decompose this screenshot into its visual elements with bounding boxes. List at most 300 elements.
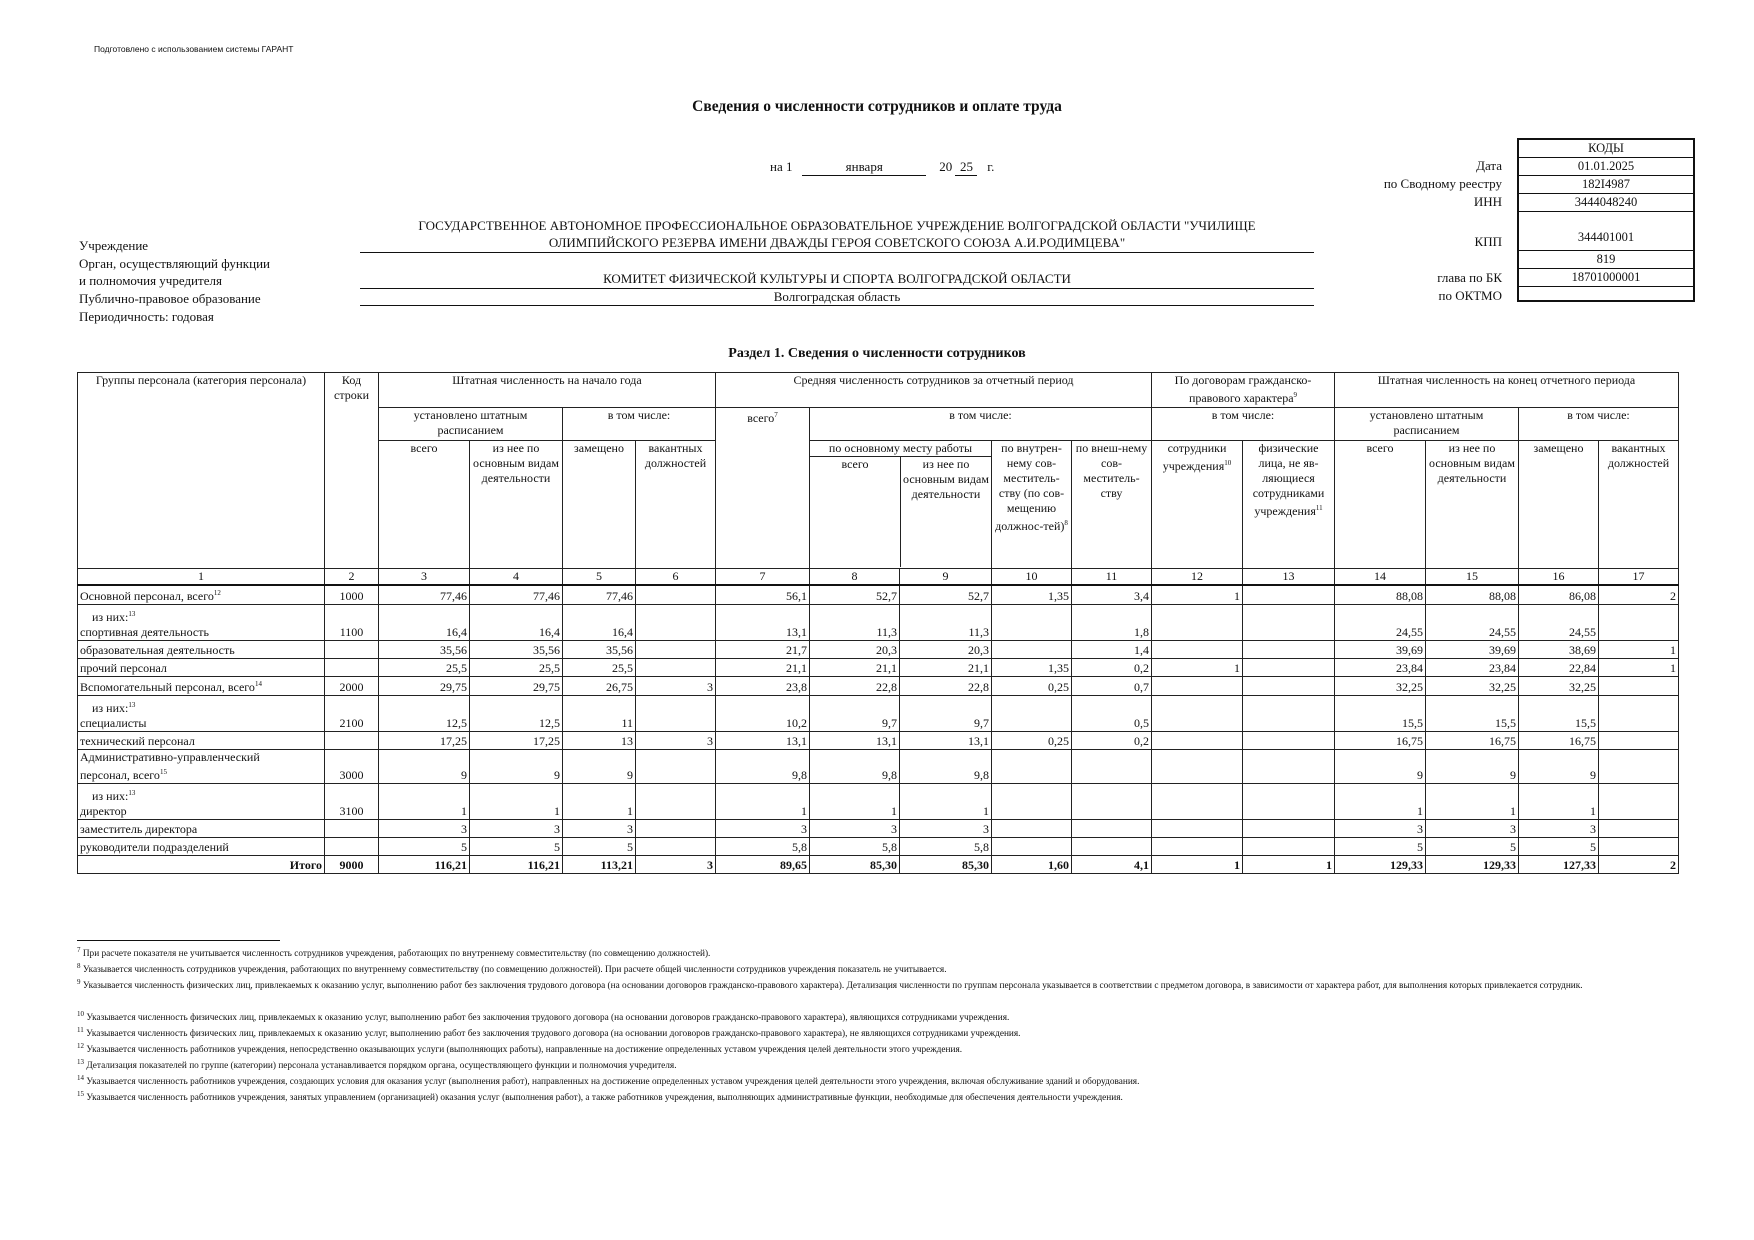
cell-value: 1 (900, 784, 992, 820)
cell-value: 3 (636, 856, 716, 874)
head-main-place-title: по основному месту работы (810, 441, 991, 457)
row-name (78, 820, 325, 838)
head-avg-total-sup: 7 (774, 411, 778, 419)
table-body (78, 585, 1679, 874)
row-name-prefix-sup: 13 (128, 610, 136, 618)
footnote-number: 10 (77, 1010, 84, 1018)
cell-value: 22,8 (900, 677, 992, 696)
cell-value (1152, 732, 1243, 750)
cell-value (992, 750, 1072, 784)
head-c17: вакантных должностей (1599, 441, 1679, 569)
cell-value (1152, 605, 1243, 641)
cell-value (1599, 732, 1679, 750)
cell-value: 39,69 (1335, 641, 1426, 659)
cell-value: 13,1 (900, 732, 992, 750)
cell-value: 25,5 (563, 659, 636, 677)
cell-value (1243, 820, 1335, 838)
footnote (77, 1008, 1697, 1025)
cell-value: 12,5 (470, 696, 563, 732)
label-registry: по Сводному реестру (1383, 176, 1502, 191)
cell-value (1072, 838, 1152, 856)
footnote (77, 976, 1697, 993)
cell-value: 88,08 (1335, 585, 1426, 605)
cell-value: 1 (1335, 784, 1426, 820)
cell-value: 35,56 (470, 641, 563, 659)
cell-value: 2 (1599, 856, 1679, 874)
cell-value: 1,35 (992, 659, 1072, 677)
column-number: 2 (325, 569, 379, 586)
cell-value: 16,75 (1426, 732, 1519, 750)
cell-value: 1 (810, 784, 900, 820)
cell-value (1152, 696, 1243, 732)
cell-value: 1 (1599, 659, 1679, 677)
cell-value: 5 (563, 838, 636, 856)
footnote-text: Детализация показателей по группе (категории) персонала устанавливается порядком органа, осуществляющего функции и полномочия учредителя. (86, 1061, 677, 1072)
cell-value (1599, 784, 1679, 820)
row-name-text: специалисты (80, 716, 147, 730)
cell-value: 77,46 (563, 585, 636, 605)
cell-value: 5 (1426, 838, 1519, 856)
cell-value (1152, 838, 1243, 856)
cell-value: 3 (379, 820, 470, 838)
row-name-text: технический персонал (80, 734, 195, 748)
date-month: января (802, 159, 926, 176)
cell-value: 3 (1426, 820, 1519, 838)
cell-value: 1,35 (992, 585, 1072, 605)
cell-value (636, 585, 716, 605)
cell-value: 20,3 (810, 641, 900, 659)
row-code: 2100 (325, 696, 379, 732)
column-number: 15 (1426, 569, 1519, 586)
cell-value: 113,21 (563, 856, 636, 874)
codes-box (1517, 138, 1695, 302)
footnote-text: Указывается численность физических лиц, привлекаемых к оказанию услуг, выполнению работ без заключения трудового договора (на основании договоров гражданско-правового характера). Детализация численности по группам персонала указывается в соответствии с предметом договора, в зависимости от характера работ, для выполнения которых привлекается сотрудник. (82, 981, 1583, 992)
cell-value (1072, 820, 1152, 838)
head-end-established: установлено штатным расписанием (1335, 408, 1519, 441)
head-group: Группы персонала (категория персонала) (78, 373, 325, 569)
row-name (78, 784, 325, 820)
cell-value (1243, 677, 1335, 696)
cell-value: 17,25 (470, 732, 563, 750)
row-name (78, 732, 325, 750)
institution-underline (360, 252, 1314, 253)
row-name (78, 677, 325, 696)
cell-value: 1,4 (1072, 641, 1152, 659)
head-c9: из нее по основным видам деятельности (903, 457, 989, 501)
footnote-text: Указывается численность работников учреждения, непосредственно оказывающих услуги (выполняющих работы), направленные на достижение определенных уставом учреждения целей деятельности этого учреждения. (86, 1045, 963, 1056)
cell-value: 1 (1152, 659, 1243, 677)
cell-value (636, 659, 716, 677)
cell-value: 23,84 (1426, 659, 1519, 677)
cell-value: 1 (379, 784, 470, 820)
row-name-text: персонал, всего (80, 768, 160, 782)
founder-label-2: и полномочия учредителя (79, 273, 222, 288)
footnote-number: 12 (77, 1042, 84, 1050)
cell-value: 25,5 (470, 659, 563, 677)
cell-value: 52,7 (810, 585, 900, 605)
column-number: 8 (810, 569, 900, 586)
cell-value: 22,84 (1519, 659, 1599, 677)
head-avg-total-text: всего (747, 411, 775, 425)
footnote-text: Указывается численность работников учреждения, создающих условия для оказания услуг (выполнения работ), направленных на достижение определенных уставом учреждения целей деятельности этого учреждения, включая обслуживание зданий и оборудования. (86, 1077, 1140, 1088)
head-main-place-sub (810, 457, 991, 567)
cell-value (992, 820, 1072, 838)
cell-value: 9 (1519, 750, 1599, 784)
label-kpp: КПП (1474, 234, 1502, 249)
cell-value (636, 784, 716, 820)
row-name-sup: 15 (159, 768, 167, 776)
cell-value: 9,7 (810, 696, 900, 732)
code-inn: 3444048240 (1519, 194, 1693, 212)
footnote (77, 1072, 1697, 1089)
table-row (78, 820, 1679, 838)
cell-value (1599, 838, 1679, 856)
head-end-incl: в том числе: (1519, 408, 1679, 441)
footnote (77, 944, 1697, 961)
cell-value: 13,1 (716, 732, 810, 750)
cell-value: 9 (379, 750, 470, 784)
head-c6: вакантных должностей (636, 441, 716, 569)
cell-value: 10,2 (716, 696, 810, 732)
cell-value (636, 696, 716, 732)
cell-value: 11,3 (900, 605, 992, 641)
head-c10 (992, 441, 1072, 569)
cell-value (1243, 585, 1335, 605)
footnote-text: Указывается численность работников учреждения, занятых управлением (организацией) оказания услуг (выполнения работ), а также работников учреждения, выполняющих административные функции, необходимые для обеспечения деятельности учреждения. (86, 1093, 1123, 1104)
cell-value: 9,8 (716, 750, 810, 784)
cell-value: 0,2 (1072, 659, 1152, 677)
date-prefix: на 1 (770, 159, 793, 174)
cell-value: 29,75 (470, 677, 563, 696)
cell-value (636, 750, 716, 784)
cell-value: 56,1 (716, 585, 810, 605)
cell-value (1243, 784, 1335, 820)
cell-value (1243, 605, 1335, 641)
cell-value: 9,7 (900, 696, 992, 732)
cell-value: 4,1 (1072, 856, 1152, 874)
cell-value (1072, 750, 1152, 784)
cell-value (1152, 784, 1243, 820)
row-code (325, 641, 379, 659)
cell-value: 13,1 (810, 732, 900, 750)
codes-title: КОДЫ (1519, 140, 1693, 158)
cell-value: 85,30 (900, 856, 992, 874)
row-code (325, 732, 379, 750)
column-number: 11 (1072, 569, 1152, 586)
head-avg-total (716, 408, 810, 569)
cell-value: 22,8 (810, 677, 900, 696)
code-registry: 182I4987 (1519, 176, 1693, 194)
row-name (78, 605, 325, 641)
cell-value: 16,4 (563, 605, 636, 641)
row-name (78, 585, 325, 605)
head-start: Штатная численность на начало года (379, 373, 716, 408)
cell-value (1599, 605, 1679, 641)
footnote-text: Указывается численность физических лиц, привлекаемых к оказанию услуг, выполнению работ без заключения трудового договора (на основании договоров гражданско-правового характера), являющихся сотрудниками учреждения. (86, 1013, 1010, 1024)
cell-value: 0,2 (1072, 732, 1152, 750)
head-c3: всего (379, 441, 470, 569)
ppo-underline (360, 305, 1314, 306)
row-code: 1100 (325, 605, 379, 641)
cell-value (1599, 696, 1679, 732)
cell-value: 32,25 (1519, 677, 1599, 696)
cell-value: 5,8 (716, 838, 810, 856)
cell-value (992, 696, 1072, 732)
cell-value (1243, 659, 1335, 677)
column-number: 5 (563, 569, 636, 586)
cell-value (1152, 750, 1243, 784)
staff-table (77, 372, 1679, 874)
row-name-text: спортивная деятельность (80, 625, 209, 639)
code-oktmo: 18701000001 (1519, 269, 1693, 287)
cell-value: 116,21 (379, 856, 470, 874)
cell-value (1599, 820, 1679, 838)
head-gph-text: По договорам гражданско-правового характера (1174, 373, 1312, 405)
cell-value: 3 (716, 820, 810, 838)
date-year: 25 (955, 159, 977, 176)
cell-value: 1 (1243, 856, 1335, 874)
row-code: 2000 (325, 677, 379, 696)
row-name-text: образовательная деятельность (80, 643, 235, 657)
cell-value: 17,25 (379, 732, 470, 750)
row-name-prefix-sup: 13 (128, 701, 136, 709)
head-c12 (1152, 441, 1243, 569)
cell-value: 24,55 (1335, 605, 1426, 641)
periodicity: Периодичность: годовая (79, 309, 214, 324)
section-title: Раздел 1. Сведения о численности сотрудников (728, 346, 1026, 361)
column-number: 10 (992, 569, 1072, 586)
cell-value: 15,5 (1335, 696, 1426, 732)
head-c10-text: по внутрен-нему сов-меститель-ству (по сов-мещению должнос-тей) (995, 441, 1065, 533)
cell-value: 116,21 (470, 856, 563, 874)
table-row (78, 784, 1679, 820)
table-row (78, 696, 1679, 732)
cell-value: 13 (563, 732, 636, 750)
cell-value (1243, 696, 1335, 732)
footnote (77, 1088, 1697, 1105)
cell-value: 1 (1519, 784, 1599, 820)
ppo-label: Публично-правовое образование (79, 291, 261, 306)
cell-value (636, 838, 716, 856)
table-row (78, 659, 1679, 677)
row-name (78, 856, 325, 874)
cell-value: 9 (1335, 750, 1426, 784)
code-blank (1519, 287, 1693, 300)
page-title: Сведения о численности сотрудников и оплате труда (692, 98, 1062, 115)
year-prefix: 20 (939, 159, 953, 174)
head-c4: из нее по основным видам деятельности (470, 441, 563, 569)
head-c16: замещено (1519, 441, 1599, 569)
cell-value: 5 (470, 838, 563, 856)
row-name-text: заместитель директора (80, 822, 198, 836)
cell-value: 5 (1335, 838, 1426, 856)
column-number: 7 (716, 569, 810, 586)
cell-value: 21,1 (716, 659, 810, 677)
cell-value: 1 (1152, 856, 1243, 874)
cell-value: 89,65 (716, 856, 810, 874)
row-code (325, 838, 379, 856)
column-number: 12 (1152, 569, 1243, 586)
cell-value: 0,5 (1072, 696, 1152, 732)
row-name-prefix: из них:$^{13}$ (92, 701, 136, 715)
row-name-prefix: из них:$^{13}$ (92, 789, 136, 803)
head-c8: всего (810, 457, 901, 567)
cell-value: 29,75 (379, 677, 470, 696)
footnote-number: 11 (77, 1026, 84, 1034)
row-code: 3100 (325, 784, 379, 820)
column-number: 17 (1599, 569, 1679, 586)
cell-value (1152, 641, 1243, 659)
footnote-number: 13 (77, 1058, 84, 1066)
cell-value: 3 (470, 820, 563, 838)
head-c11: по внеш-нему сов-меститель-ству (1072, 441, 1152, 569)
cell-value: 3 (1335, 820, 1426, 838)
cell-value: 77,46 (470, 585, 563, 605)
column-number: 13 (1243, 569, 1335, 586)
institution-line1: ГОСУДАРСТВЕННОЕ АВТОНОМНОЕ ПРОФЕССИОНАЛЬНОЕ ОБРАЗОВАТЕЛЬНОЕ УЧРЕЖДЕНИЕ ВОЛГОГРАДСКОЙ ОБЛАСТИ "УЧИЛИЩЕ (418, 218, 1256, 233)
cell-value (1072, 784, 1152, 820)
head-c15: из нее по основным видам деятельности (1426, 441, 1519, 569)
cell-value: 1 (563, 784, 636, 820)
row-name (78, 838, 325, 856)
founder-label-1: Орган, осуществляющий функции (79, 256, 270, 271)
column-number: 16 (1519, 569, 1599, 586)
footnote-text: Указывается численность физических лиц, привлекаемых к оказанию услуг, выполнению работ без заключения трудового договора (на основании договоров гражданско-правового характера), не являющихся сотрудниками учреждения. (86, 1029, 1021, 1040)
cell-value: 0,7 (1072, 677, 1152, 696)
cell-value: 1 (716, 784, 810, 820)
institution-line2: ОЛИМПИЙСКОГО РЕЗЕРВА ИМЕНИ ДВАЖДЫ ГЕРОЯ СОВЕТСКОГО СОЮЗА А.И.РОДИМЦЕВА" (548, 235, 1126, 250)
code-kpp: 344401001 (1519, 212, 1693, 251)
cell-value (992, 605, 1072, 641)
cell-value: 26,75 (563, 677, 636, 696)
cell-value (992, 784, 1072, 820)
row-name-prefix-sup: 13 (128, 789, 136, 797)
cell-value: 32,25 (1335, 677, 1426, 696)
cell-value: 25,5 (379, 659, 470, 677)
column-number: 3 (379, 569, 470, 586)
cell-value: 35,56 (379, 641, 470, 659)
cell-value: 1 (1152, 585, 1243, 605)
cell-value: 2 (1599, 585, 1679, 605)
cell-value: 129,33 (1335, 856, 1426, 874)
cell-value: 5 (379, 838, 470, 856)
cell-value: 3 (900, 820, 992, 838)
footnote-number: 9 (77, 978, 81, 986)
label-date: Дата (1476, 158, 1502, 173)
table-row (78, 750, 1679, 784)
cell-value: 86,08 (1519, 585, 1599, 605)
head-c13-text: физические лица, не яв-ляющиеся сотрудниками учреждения (1252, 441, 1325, 518)
row-name-sup: 12 (213, 589, 221, 597)
cell-value: 23,84 (1335, 659, 1426, 677)
cell-value: 32,25 (1426, 677, 1519, 696)
head-c12-sup: 10 (1224, 459, 1232, 467)
head-c5: замещено (563, 441, 636, 569)
cell-value: 12,5 (379, 696, 470, 732)
cell-value: 1,60 (992, 856, 1072, 874)
row-name (78, 659, 325, 677)
founder-name: КОМИТЕТ ФИЗИЧЕСКОЙ КУЛЬТУРЫ И СПОРТА ВОЛГОГРАДСКОЙ ОБЛАСТИ (603, 271, 1071, 286)
row-name-text: Итого (289, 858, 322, 872)
cell-value: 1 (1426, 784, 1519, 820)
cell-value: 21,7 (716, 641, 810, 659)
head-start-incl: в том числе: (563, 408, 716, 441)
head-c13-sup: 11 (1315, 504, 1323, 512)
footnote-number: 15 (77, 1090, 84, 1098)
cell-value (1152, 820, 1243, 838)
row-name-text: прочий персонал (80, 661, 167, 675)
row-code: 3000 (325, 750, 379, 784)
cell-value: 1 (470, 784, 563, 820)
head-c14: всего (1335, 441, 1426, 569)
cell-value: 16,75 (1519, 732, 1599, 750)
row-code (325, 659, 379, 677)
report-date (770, 159, 994, 176)
cell-value (1599, 750, 1679, 784)
head-avg-incl: в том числе: (810, 408, 1152, 441)
cell-value: 11 (563, 696, 636, 732)
row-name (78, 750, 325, 784)
cell-value (636, 820, 716, 838)
total-row (78, 856, 1679, 874)
cell-value: 9,8 (810, 750, 900, 784)
cell-value: 3 (636, 677, 716, 696)
institution-label: Учреждение (79, 238, 149, 253)
cell-value: 3,4 (1072, 585, 1152, 605)
cell-value: 5,8 (900, 838, 992, 856)
table-row (78, 585, 1679, 605)
ppo-name: Волгоградская область (773, 289, 901, 304)
footnote-text: Указывается численность сотрудников учреждения, работающих по внутреннему совместительству (по совмещению должностей). При расчете общей численности сотрудников учреждения показатель не учитывается. (82, 965, 947, 976)
cell-value: 3 (636, 732, 716, 750)
row-name-text: Вспомогательный персонал, всего (80, 680, 255, 694)
row-name-text: Основной персонал, всего (80, 589, 214, 603)
cell-value: 1,8 (1072, 605, 1152, 641)
head-c10-sup: 8 (1064, 519, 1068, 527)
footnote (77, 1040, 1697, 1057)
row-code (325, 820, 379, 838)
column-number: 1 (78, 569, 325, 586)
cell-value: 24,55 (1519, 605, 1599, 641)
head-end: Штатная численность на конец отчетного периода (1335, 373, 1679, 408)
cell-value (992, 838, 1072, 856)
cell-value (1243, 641, 1335, 659)
cell-value: 0,25 (992, 677, 1072, 696)
row-code: 9000 (325, 856, 379, 874)
cell-value (636, 641, 716, 659)
column-number-row (78, 569, 1679, 586)
cell-value: 3 (1519, 820, 1599, 838)
row-name (78, 641, 325, 659)
head-gph-incl: в том числе: (1152, 408, 1335, 441)
cell-value: 21,1 (900, 659, 992, 677)
cell-value: 77,46 (379, 585, 470, 605)
cell-value: 15,5 (1426, 696, 1519, 732)
footnote (77, 1024, 1697, 1041)
head-gph-sup: 9 (1293, 391, 1298, 399)
head-gph (1152, 373, 1335, 408)
garant-note: Подготовлено с использованием системы ГАРАНТ (94, 44, 294, 54)
row-name (78, 696, 325, 732)
column-number: 14 (1335, 569, 1426, 586)
cell-value: 127,33 (1519, 856, 1599, 874)
cell-value: 39,69 (1426, 641, 1519, 659)
year-suffix: г. (987, 159, 995, 174)
column-number: 4 (470, 569, 563, 586)
head-average: Средняя численность сотрудников за отчетный период (716, 373, 1152, 408)
row-name-prefix: Административно-управленческий (80, 750, 260, 764)
footnote-separator (77, 940, 280, 941)
